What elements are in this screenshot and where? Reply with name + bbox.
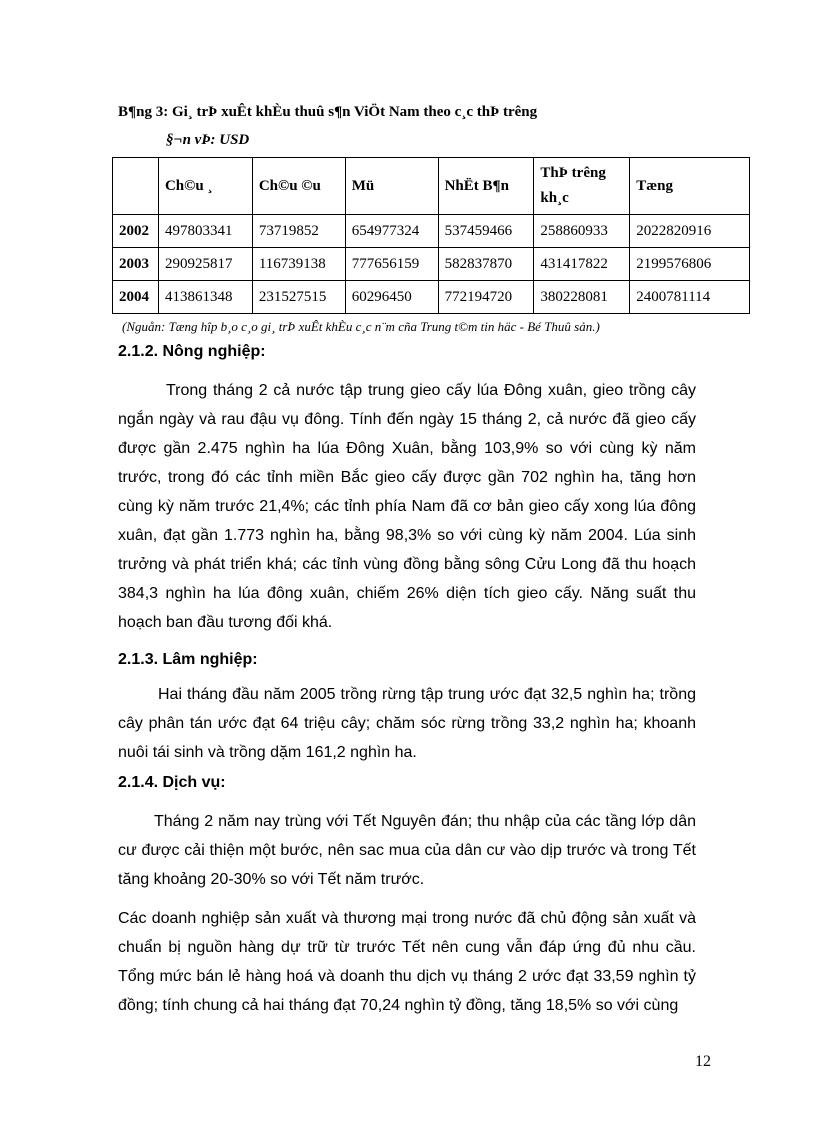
paragraph-agriculture: Trong tháng 2 cả nước tập trung gieo cấy lúa Đông xuân, gieo trồng cây ngắn ngày và rau đậu vụ đông. Tính đến ngày 15 tháng 2, cả nước đã gieo cấy được gần 2.475 nghìn ha lúa Đông Xuân, bằng 103,9% so với cùng kỳ năm trước, trong đó các tỉnh miền Bắc gieo cấy được gần 702 nghìn ha, tăng hơn cùng kỳ năm trước 21,4%; các tỉnh phía Nam đã cơ bản gieo cấy xong lúa đông xuân, đạt gần 1.773 nghìn ha, bằng 98,3% so với cùng kỳ năm 2004. Lúa sinh trưởng và phát triển khá; các tỉnh vùng đồng bằng sông Cửu Long đã thu hoạch 384,3 nghìn ha lúa đông xuân, chiếm 26% diện tích gieo cấy. Năng suất thu hoạch ban đầu tương đối khá. [118,382,696,631]
header-cell: Tæng [630,158,750,215]
header-cell: Ch©u ¸ [158,158,252,215]
value-cell: 2022820916 [630,215,750,248]
value-cell: 231527515 [252,281,345,314]
value-cell: 116739138 [252,248,345,281]
table-row [113,215,750,248]
value-cell: 380228081 [534,281,630,314]
paragraph-services-2: Các doanh nghiệp sản xuất và thương mại trong nước đã chủ động sản xuất và chuẩn bị nguồn hàng dự trữ từ trước Tết nên cung vẫn đáp ứng đủ nhu cầu. Tổng mức bán lẻ hàng hoá và doanh thu dịch vụ tháng 2 ước đạt 33,59 nghìn tỷ đồng; tính chung cả hai tháng đạt 70,24 nghìn tỷ đồng, tăng 18,5% so với cùng [118,910,696,1014]
section-heading-services: 2.1.4. Dịch vụ: [118,774,226,791]
table-row [113,281,750,314]
value-cell: 258860933 [534,215,630,248]
value-cell: 2400781114 [630,281,750,314]
table-source-note: (Nguån: Tæng hîp b¸o c¸o gi¸ trÞ xuÊt khÈu c¸c n¨m cña Trung t©m tin häc - Bé Thuû sản.) [122,319,600,334]
value-cell: 413861348 [158,281,252,314]
header-cell: Mü [345,158,438,215]
paragraph-services-1: Tháng 2 năm nay trùng với Tết Nguyên đán; thu nhập của các tầng lớp dân cư được cải thiện một bước, nên sac mua của dân cư vào dịp trước và trong Tết tăng khoảng 20-30% so với Tết năm trước. [118,813,696,888]
value-cell: 772194720 [438,281,534,314]
value-cell: 60296450 [345,281,438,314]
value-cell: 431417822 [534,248,630,281]
table-unit: §¬n vÞ: USD [166,132,250,148]
table-caption: B¶ng 3: Gi¸ trÞ xuÊt khÈu thuû s¶n ViÖt Nam theo c¸c thÞ trêng [118,104,538,120]
value-cell: 2199576806 [630,248,750,281]
header-cell: Ch©u ©u [252,158,345,215]
year-cell: 2002 [113,215,159,248]
paragraph-forestry: Hai tháng đầu năm 2005 trồng rừng tập trung ước đạt 32,5 nghìn ha; trồng cây phân tán ước đạt 64 triệu cây; chăm sóc rừng trồng 33,2 nghìn ha; khoanh nuôi tái sinh và trồng dặm 161,2 nghìn ha. [118,686,696,761]
header-cell [113,158,159,215]
value-cell: 497803341 [158,215,252,248]
header-cell: NhËt B¶n [438,158,534,215]
value-cell: 537459466 [438,215,534,248]
value-cell: 290925817 [158,248,252,281]
value-cell: 73719852 [252,215,345,248]
year-cell: 2003 [113,248,159,281]
table-header-row [113,158,750,215]
page-number: 12 [695,1053,711,1070]
value-cell: 777656159 [345,248,438,281]
export-table [112,157,750,314]
section-heading-agriculture: 2.1.2. Nông nghiệp: [118,343,266,360]
year-cell: 2004 [113,281,159,314]
section-heading-forestry: 2.1.3. Lâm nghiệp: [118,651,258,668]
header-cell: ThÞ trêng kh¸c [534,158,630,215]
value-cell: 654977324 [345,215,438,248]
table-row [113,248,750,281]
value-cell: 582837870 [438,248,534,281]
